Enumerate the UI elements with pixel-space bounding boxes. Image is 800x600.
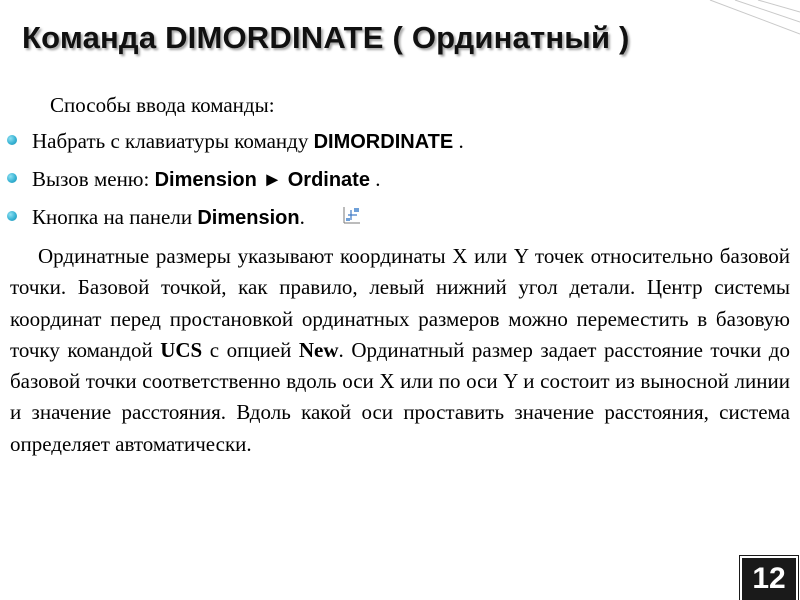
list-item-menu (0, 164, 464, 202)
description-paragraph (10, 241, 790, 460)
corner-decoration (680, 0, 800, 40)
list-item-text-end: . (299, 205, 305, 229)
toolbar-name: Dimension (197, 207, 300, 229)
list-item-text: Набрать с клавиатуры команду (32, 129, 314, 153)
list-item-text-end: . (369, 167, 381, 191)
ordinate-dimension-icon (340, 204, 362, 226)
list-item-keyboard (0, 126, 464, 164)
new-option: New (298, 337, 339, 362)
circle-bullet-icon (7, 211, 17, 221)
input-methods-heading: Способы ввода команды: (50, 93, 275, 117)
description-text: Ординатные размеры указывают координаты X или Y точек относительно базовой точки. Базовой точкой, как правило, левый нижний угол детали. Центр системы координат перед простановкой ординатных размеров можно переместить в базовую точку командой (10, 244, 790, 362)
page-number: 12 (740, 556, 798, 600)
input-methods-list (0, 126, 464, 240)
command-name: DIMORDINATE (313, 131, 454, 153)
list-item-text: Кнопка на панели (32, 205, 198, 229)
description-text: с опцией (202, 337, 299, 362)
list-item-toolbar (0, 202, 464, 240)
list-item-text-end: . (453, 129, 464, 153)
circle-bullet-icon (7, 135, 17, 145)
ucs-command: UCS (160, 337, 203, 362)
description-text: . Ординатный размер задает расстояние точки до базовой точки соответственно вдоль оси X или по оси Y и состоит из выносной линии и значение расстояния. Вдоль какой оси проставить значение расстояния, система определяет автоматически. (10, 337, 790, 456)
list-item-text: Вызов меню: (32, 167, 155, 191)
menu-path: Dimension ► Ordinate (154, 169, 370, 191)
slide-title: Команда DIMORDINATE ( Ординатный ) (22, 20, 630, 55)
circle-bullet-icon (7, 173, 17, 183)
